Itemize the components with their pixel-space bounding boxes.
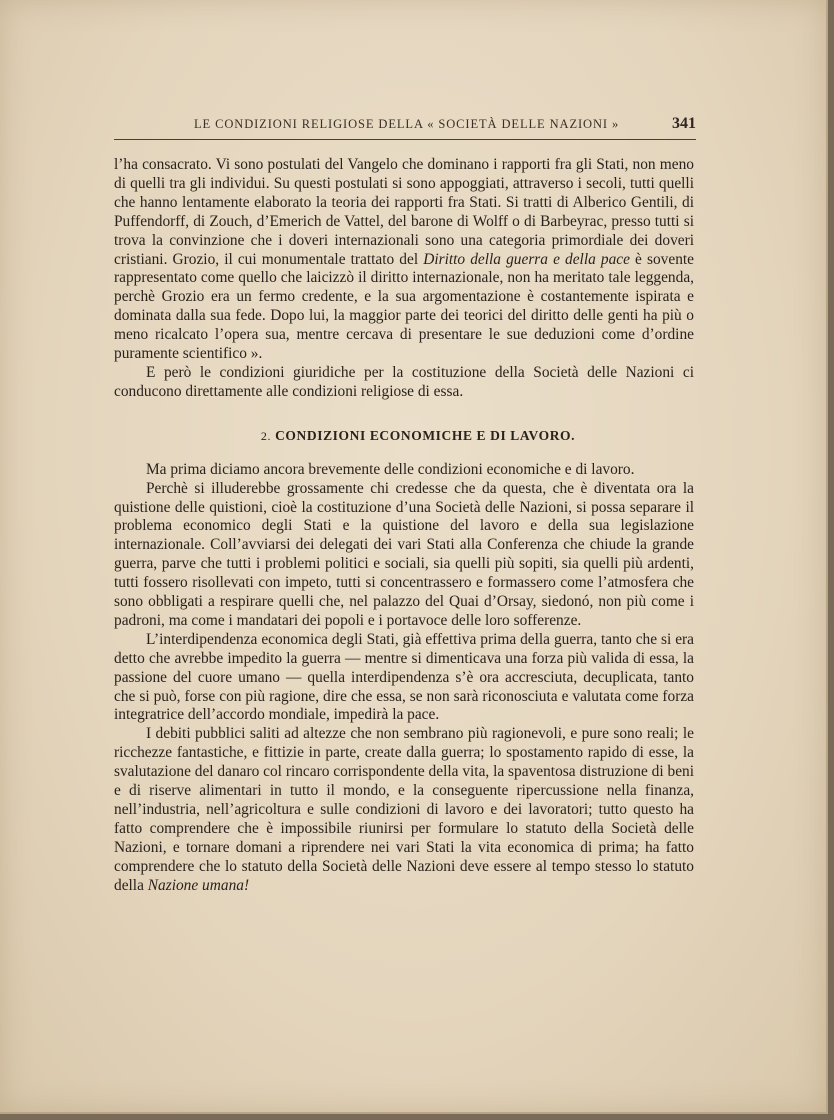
section-number: 2. (260, 428, 272, 443)
page-header (114, 117, 696, 137)
paragraph (114, 156, 694, 364)
running-title: LE CONDIZIONI RELIGIOSE DELLA « SOCIETÀ DELLE NAZIONI » (194, 117, 620, 131)
section-title: CONDIZIONI ECONOMICHE E DI LAVORO. (275, 427, 576, 443)
italic-title: Diritto della guerra e della pace (423, 250, 630, 268)
header-rule (114, 139, 696, 140)
page-number: 341 (672, 115, 696, 132)
body-text (114, 156, 694, 896)
paragraph-text: è sovente rappresentato come quello che laicizzò il diritto internazionale, non ha meritato tale leggenda, perchè Grozio era un fermo credente, e la sua argomentazione è costantemente ispirata e dominata dalla sua fede. Dopo lui, la maggior parte dei teorici del diritto delle genti ha più o meno ricalcato l’opera sua, mentre cercava di presentare le sue deduzioni come d’ordine puramente scientifico ». (114, 250, 694, 363)
paragraph (114, 725, 694, 895)
paragraph-text: I debiti pubblici saliti ad altezze che non sembrano più ragionevoli, e pure sono reali; le ricchezze fantastiche, e fittizie in parte, create dalla guerra; lo spostamento rapido di esse, la svalutazione del danaro col rincaro corrispondente della vita, la spaventosa distruzione di beni e di riserve alimentari in tutto il mondo, e la conseguente ripercussione nella finanza, nell’industria, nell’agricoltura e sulle condizioni di lavoro e dei lavoratori; tutto questo ha fatto comprendere che è impossibile riunirsi per formulare lo statuto della Società delle Nazioni, e tornare domani a riprendere nei vari Stati la vita economica di prima; ha fatto comprendere che lo statuto della Società delle Nazioni deve essere al tempo stesso lo statuto della (114, 725, 694, 894)
paragraph: L’interdipendenza economica degli Stati, già effettiva prima della guerra, tanto che si era detto che avrebbe impedito la guerra — mentre si dimenticava una forza più valida di essa, la passione del cuore umano — quella interdipendenza s’è ora accresciuta, decuplicata, tanto che si può, forse con più ragione, dire che essa, se non sarà riconosciuta e valutata come forza integratrice dell’accordo mondiale, impedirà la pace. (114, 630, 694, 724)
paragraph-text: l’ha consacrato. Vi sono postulati del Vangelo che dominano i rapporti fra gli Stati, non meno di quelli tra gli individui. Su questi postulati si sono appoggiati, attraverso i secoli, tutti quelli che hanno lentamente elaborato la teoria dei rapporti fra Stati. Si tratti di Alberico Gentili, di Puffendorff, di Zouch, d’Emerich de Vattel, del barone di Wolff o di Barbeyrac, presso tutti si trova la convinzione che i doveri internazionali sono una categoria primordiale dei doveri cristiani. Grozio, il cui monumentale trattato del (114, 156, 694, 268)
paragraph: Perchè si illuderebbe grossamente chi credesse che da questa, che è diventata ora la quistione delle quistioni, cioè la costituzione d’una Società delle Nazioni, si possa separare il problema economico degli Stati e la quistione del lavoro e della sua legislazione internazionale. Coll’avviarsi dei delegati dei vari Stati alla Conferenza che chiude la grande guerra, parve che tutti i problemi politici e sociali, sia quelli più sopiti, sia quelli più ardenti, tutti fossero risollevati con impeto, tutti si concentrassero e formassero come l’atmosfera che sono obbligati a respirare quelli che, nel palazzo del Quai d’Orsay, siedonó, non più come i padroni, ma come i mandatari dei popoli e i portavoce delle loro sofferenze. (114, 479, 694, 629)
paragraph: E però le condizioni giuridiche per la costituzione della Società delle Nazioni ci conducono direttamente alle condizioni religiose di essa. (114, 363, 694, 400)
section-heading (114, 427, 694, 446)
italic-phrase: Nazione umana! (147, 876, 250, 894)
paragraph: Ma prima diciamo ancora brevemente delle condizioni economiche e di lavoro. (146, 460, 635, 478)
